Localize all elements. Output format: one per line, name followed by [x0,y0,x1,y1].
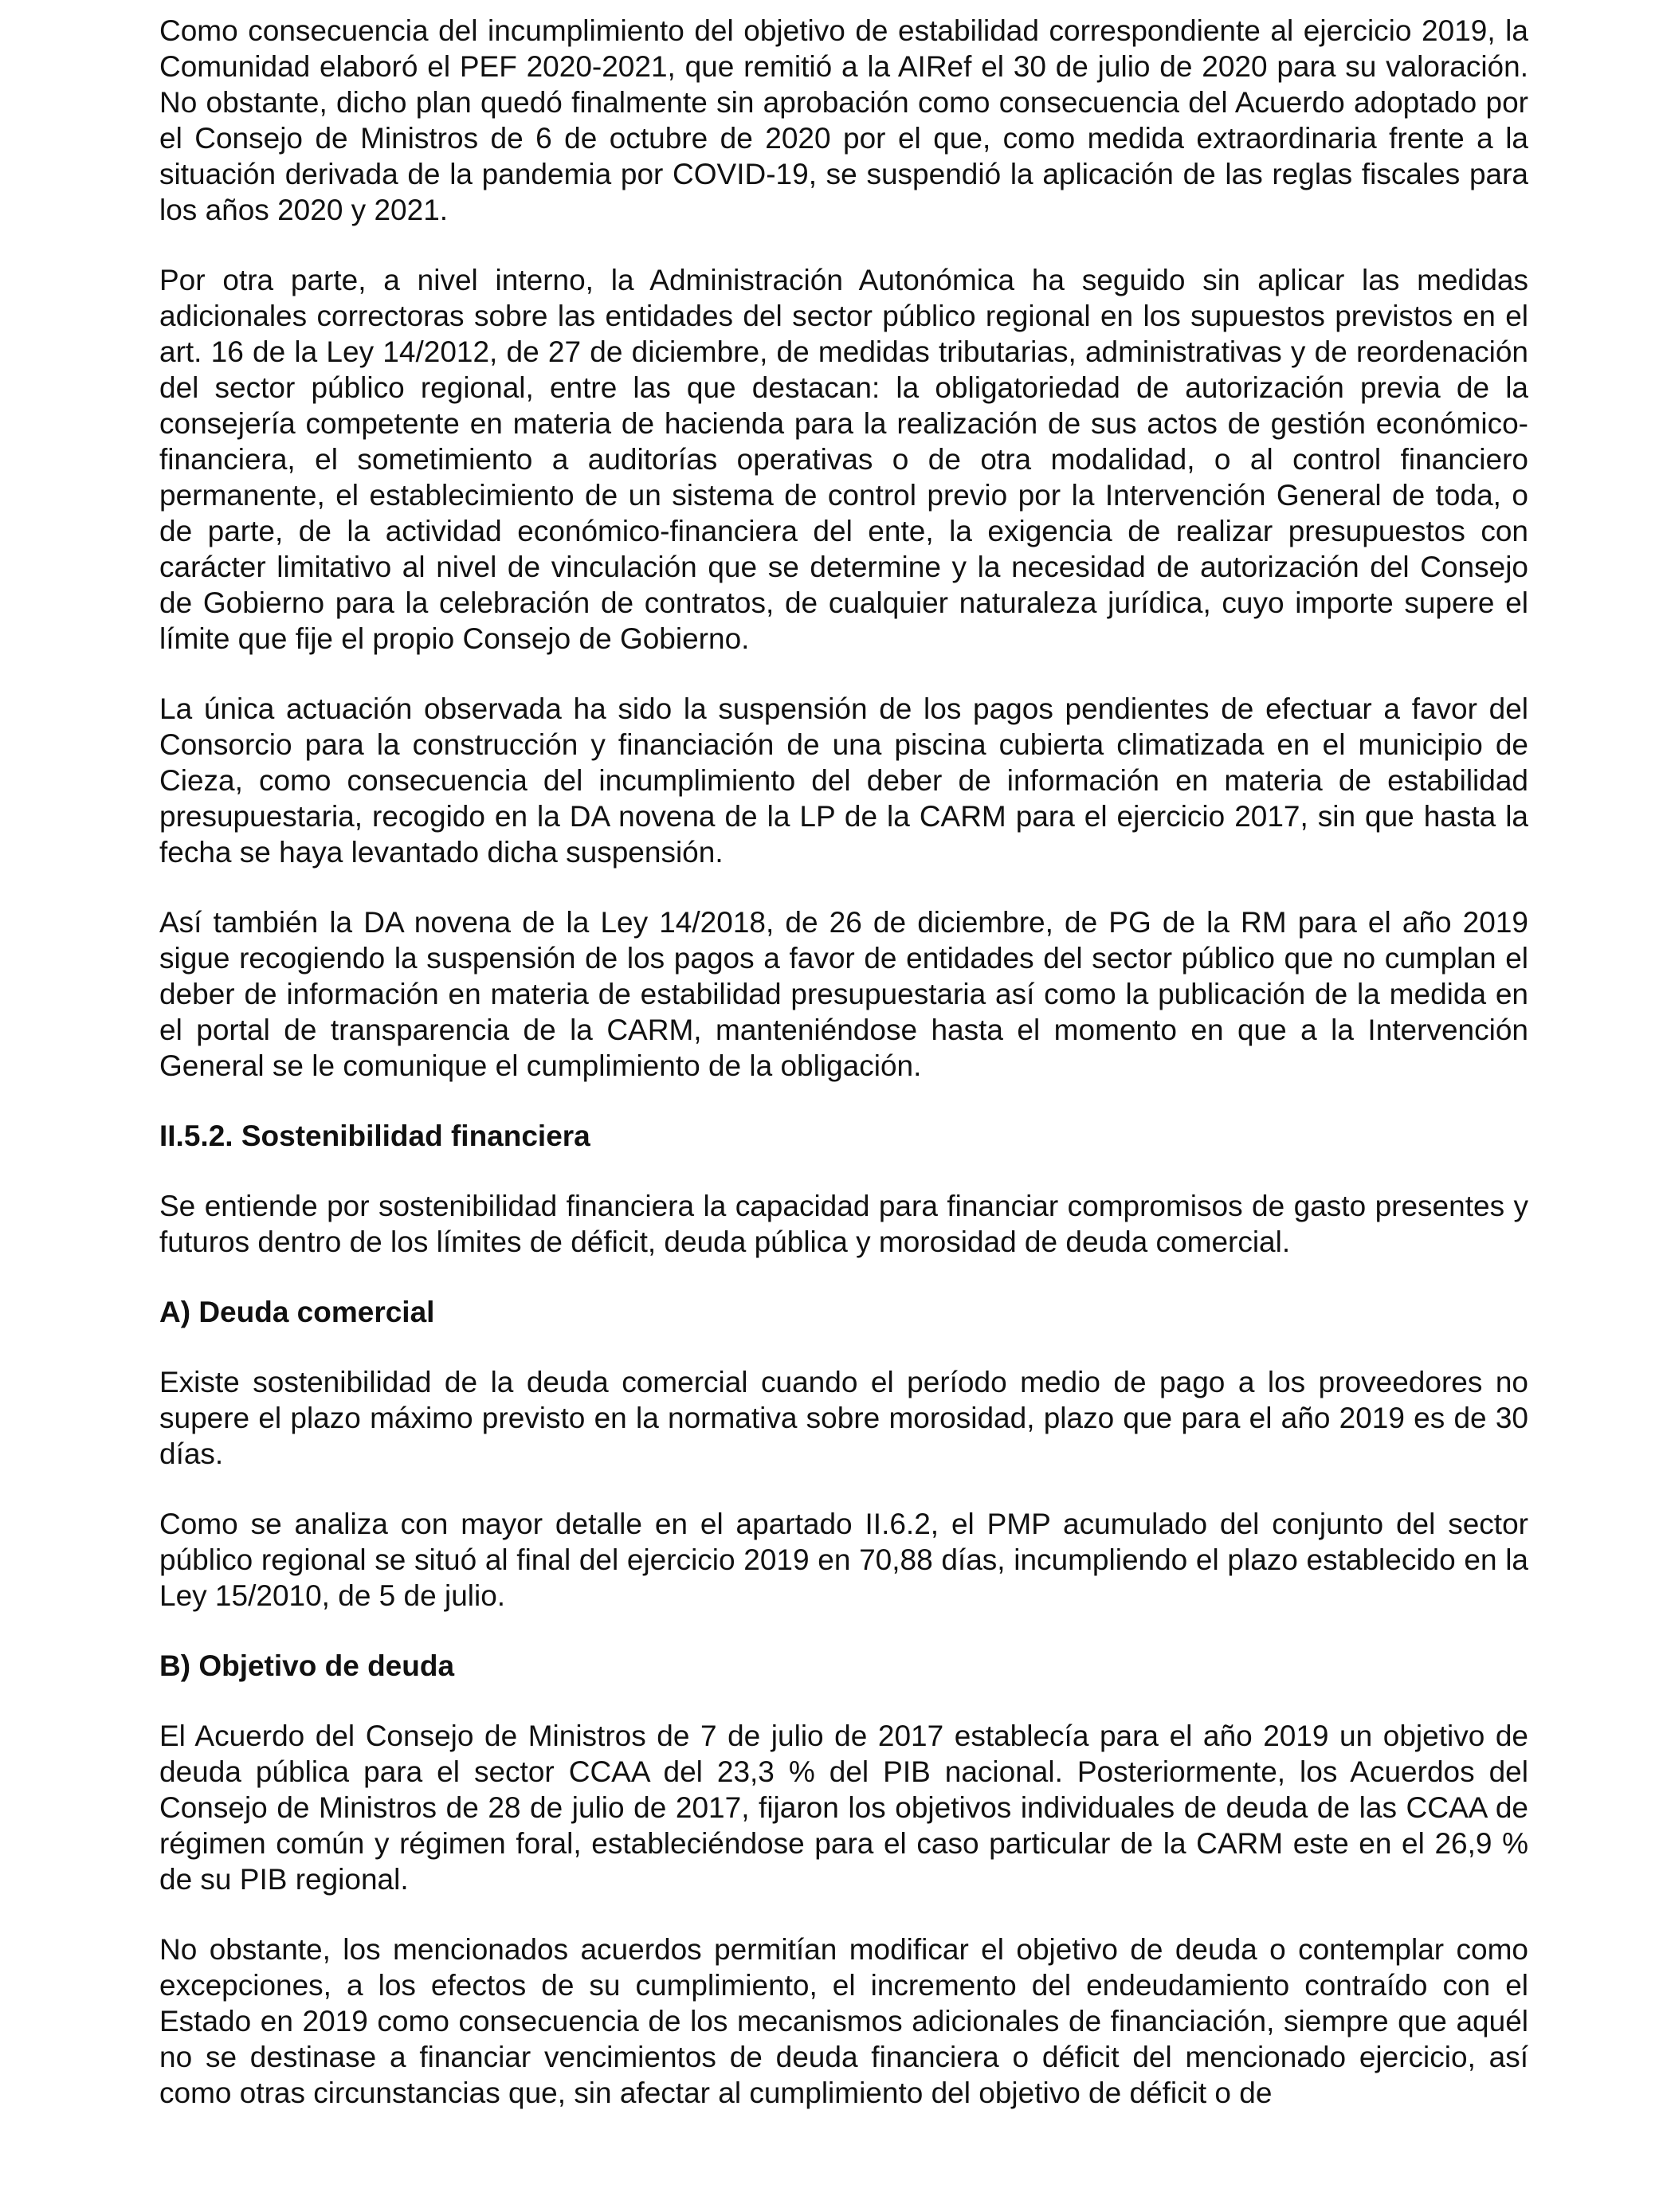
paragraph-excepciones-objetivo: No obstante, los mencionados acuerdos permitían modificar el objetivo de deuda o contemplar como excepciones, a los efectos de su cumplimiento, el incremento del endeudamiento contraído con el Estado en 2019 como consecuencia de los mecanismos adicionales de financiación, siempre que aquél no se destinase a financiar vencimientos de deuda financiera o déficit del mencionado ejercicio, así como otras circunstancias que, sin afectar al cumplimiento del objetivo de déficit o de [159,1933,1528,2109]
document-page [159,13,1528,2145]
paragraph-acuerdo-consejo-ministros: El Acuerdo del Consejo de Ministros de 7 de julio de 2017 establecía para el año 2019 un objetivo de deuda pública para el sector CCAA del 23,3 % del PIB nacional. Posteriormente, los Acuerdos del Consejo de Ministros de 28 de julio de 2017, fijaron los objetivos individuales de deuda de las CCAA de régimen común y régimen foral, estableciéndose para el caso particular de la CARM este en el 26,9 % de su PIB regional. [159,1720,1528,1896]
subheading-objetivo-deuda: B) Objetivo de deuda [159,1649,455,1682]
paragraph-da-novena-ley-14-2018: Así también la DA novena de la Ley 14/2018, de 26 de diciembre, de PG de la RM para el año 2019 sigue recogiendo la suspensión de los pagos a favor de entidades del sector público que no cumplan el deber de información en materia de estabilidad presupuestaria así como la publicación de la medida en el portal de transparencia de la CARM, manteniéndose hasta el momento en que a la Intervención General se le comunique el cumplimiento de la obligación. [159,906,1528,1082]
paragraph-pmp-acumulado: Como se analiza con mayor detalle en el apartado II.6.2, el PMP acumulado del conjunto del sector público regional se situó al final del ejercicio 2019 en 70,88 días, incumpliendo el plazo establecido en la Ley 15/2010, de 5 de julio. [159,1508,1528,1612]
paragraph-definicion-sostenibilidad: Se entiende por sostenibilidad financiera la capacidad para financiar compromisos de gasto presentes y futuros dentro de los límites de déficit, deuda pública y morosidad de deuda comercial. [159,1190,1528,1258]
paragraph-pef-2020-2021: Como consecuencia del incumplimiento del objetivo de estabilidad correspondiente al ejercicio 2019, la Comunidad elaboró el PEF 2020-2021, que remitió a la AIRef el 30 de julio de 2020 para su valoración. No obstante, dicho plan quedó finalmente sin aprobación como consecuencia del Acuerdo adoptado por el Consejo de Ministros de 6 de octubre de 2020 por el que, como medida extraordinaria frente a la situación derivada de la pandemia por COVID-19, se suspendió la aplicación de las reglas fiscales para los años 2020 y 2021. [159,14,1528,226]
section-heading-sostenibilidad: II.5.2. Sostenibilidad financiera [159,1120,590,1152]
subheading-deuda-comercial: A) Deuda comercial [159,1296,435,1328]
paragraph-periodo-medio-pago: Existe sostenibilidad de la deuda comercial cuando el período medio de pago a los proveedores no supere el plazo máximo previsto en la normativa sobre morosidad, plazo que para el año 2019 es de 30 días. [159,1366,1528,1470]
paragraph-suspension-pagos-cieza: La única actuación observada ha sido la suspensión de los pagos pendientes de efectuar a favor del Consorcio para la construcción y financiación de una piscina cubierta climatizada en el municipio de Cieza, como consecuencia del incumplimiento del deber de información en materia de estabilidad presupuestaria, recogido en la DA novena de la LP de la CARM para el ejercicio 2017, sin que hasta la fecha se haya levantado dicha suspensión. [159,692,1528,869]
paragraph-medidas-correctoras: Por otra parte, a nivel interno, la Administración Autonómica ha seguido sin aplicar las medidas adicionales correctoras sobre las entidades del sector público regional en los supuestos previstos en el art. 16 de la Ley 14/2012, de 27 de diciembre, de medidas tributarias, administrativas y de reordenación del sector público regional, entre las que destacan: la obligatoriedad de autorización previa de la consejería competente en materia de hacienda para la realización de sus actos de gestión económico-financiera, el sometimiento a auditorías operativas o de otra modalidad, o al control financiero permanente, el establecimiento de un sistema de control previo por la Intervención General de toda, o de parte, de la actividad económico-financiera del ente, la exigencia de realizar presupuestos con carácter limitativo al nivel de vinculación que se determine y la necesidad de autorización del Consejo de Gobierno para la celebración de contratos, de cualquier naturaleza jurídica, cuyo importe supere el límite que fije el propio Consejo de Gobierno. [159,264,1528,655]
